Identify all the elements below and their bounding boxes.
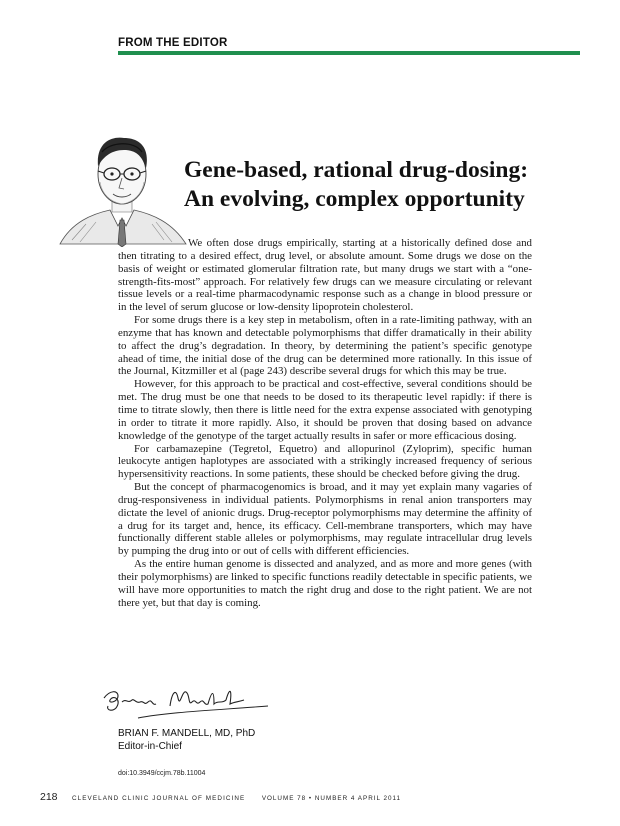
article-title xyxy=(184,156,594,214)
journal-name: CLEVELAND CLINIC JOURNAL OF MEDICINE xyxy=(71,795,246,802)
paragraph-1: We often dose drugs empirically, starting at a historically defined dose and then titrating to a desired effect, drug level, or absolute amount. Some drugs we dose on the basis of weight or estimated glomerular filtration rate, but many drugs we start with a “one-strength-fits-most” approach. For relatively few drugs can we measure circulating or relevant tissue levels or a real-time pharmacodynamic response such as a change in blood pressure or in the level of serum glucose or low-density lipoprotein cholesterol. xyxy=(118,237,532,314)
title-line-2: An evolving, complex opportunity xyxy=(184,186,525,212)
author-name: BRIAN F. MANDELL, MD, PhD xyxy=(118,728,256,739)
editor-portrait-icon xyxy=(52,122,192,247)
paragraph-3: However, for this approach to be practical and cost-effective, several conditions should be met. The drug must be one that needs to be dosed to its therapeutic level rapidly: if there is time to titrate slowly, then there is little need for the extra expense associated with genotyping in order to titrate it more rapidly. Also, it should be proven that dosing based on advance knowledge of the genotype of the target actually results in safer or more efficacious dosing. xyxy=(118,378,532,442)
author-role: Editor-in-Chief xyxy=(118,741,182,752)
section-rule xyxy=(118,51,580,55)
paragraph-2: For some drugs there is a key step in metabolism, often in a rate-limiting pathway, with an enzyme that has known and detectable polymorphisms that differ dramatically in their ability to affect the drug’s degradation. In theory, by determining the patient’s specific genotype ahead of time, the initial dose of the drug can be determined more rationally. In this issue of the Journal, Kitzmiller et al (page 243) describe several drugs for which this may be true. xyxy=(118,314,532,378)
title-line-1: Gene-based, rational drug-dosing: xyxy=(184,157,529,183)
section-label: FROM THE EDITOR xyxy=(118,37,228,49)
paragraph-5: But the concept of pharmacogenomics is broad, and it may yet explain many vagaries of drug-responsiveness in individual patients. Polymorphisms in renal anion transporters may dictate the level of anionic drugs. Drug-receptor polymorphisms may determine the affinity of a drug for its target and, hence, its efficacy. Cell-membrane transporters, which may have functionally different stable alleles or polymorphisms, may regulate intracellular drug levels by pumping the drug into or out of cells with different efficiencies. xyxy=(118,481,532,558)
issue-info: VOLUME 78 • NUMBER 4 APRIL 2011 xyxy=(261,795,402,802)
paragraph-6: As the entire human genome is dissected and analyzed, and as more and more genes (with their polymorphisms) are linked to specific functions readily detectable in specific patients, we will have more opportunities to match the right drug and dose to the right patient. We are not there yet, but that day is coming. xyxy=(118,558,532,609)
page-number: 218 xyxy=(40,791,58,803)
author-block xyxy=(118,727,255,753)
page-footer xyxy=(40,787,560,805)
doi-link[interactable]: doi:10.3949/ccjm.78b.11004 xyxy=(118,770,206,777)
paragraph-4: For carbamazepine (Tegretol, Equetro) and allopurinol (Zyloprim), specific human leukocyte antigen haplotypes are associated with a strikingly increased frequency of serious hypersensitivity reactions. In some patients, these should be checked before giving the drug. xyxy=(118,442,532,481)
signature-icon xyxy=(98,680,278,726)
article-body xyxy=(118,237,532,609)
